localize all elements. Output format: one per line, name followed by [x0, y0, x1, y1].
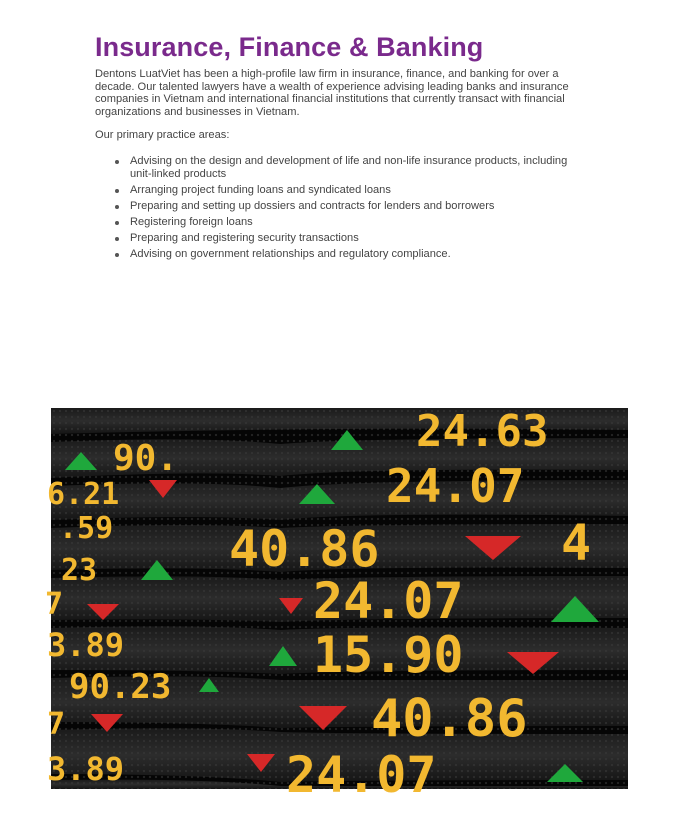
ticker-left-value: 3.89 [47, 750, 125, 788]
ticker-left-value: 90. [113, 438, 179, 479]
stock-ticker-image [45, 406, 628, 804]
ticker-left-value: 7 [45, 587, 64, 622]
stock-ticker-board [45, 406, 628, 804]
ticker-left-value: 23 [61, 553, 98, 588]
ticker-right-value: 24.63 [416, 406, 549, 457]
ticker-left-value: 90.23 [69, 667, 172, 707]
ticker-right-value: 24.07 [386, 459, 525, 513]
ticker-left-value: .59 [59, 511, 114, 546]
list-item: Advising on government relationships and regulatory compliance. [115, 248, 590, 261]
practice-areas-list [95, 155, 590, 261]
list-item: Preparing and registering security transactions [115, 232, 590, 245]
list-item: Registering foreign loans [115, 216, 590, 229]
list-item: Arranging project funding loans and syndicated loans [115, 184, 590, 197]
ticker-right-value: 24.07 [286, 746, 437, 804]
intro-paragraph: Dentons LuatViet has been a high-profile law firm in insurance, finance, and banking for over a decade. Our talented lawyers have a wealth of experience advising leading banks and insurance companies in Vietnam and international financial institutions that currently transact with financial organizations and businesses in Vietnam. [95, 68, 569, 118]
page-title: Insurance, Finance & Banking [95, 32, 484, 62]
ticker-right-value: 40.86 [229, 520, 380, 578]
practice-areas-lead: Our primary practice areas: [95, 129, 230, 142]
ticker-left-value: 6.21 [47, 477, 120, 512]
list-item: Advising on the design and development of life and non-life insurance products, including unit-linked products [115, 155, 590, 181]
ticker-right-value: 4 [561, 514, 592, 572]
ticker-right-value: 24.07 [313, 572, 464, 630]
ticker-left-value: 7 [47, 707, 66, 742]
ticker-right-value: 40.86 [371, 689, 528, 749]
ticker-right-value: 15.90 [313, 626, 464, 684]
page-content [95, 30, 590, 264]
ticker-left-value: 3.89 [47, 626, 125, 664]
list-item: Preparing and setting up dossiers and contracts for lenders and borrowers [115, 200, 590, 213]
